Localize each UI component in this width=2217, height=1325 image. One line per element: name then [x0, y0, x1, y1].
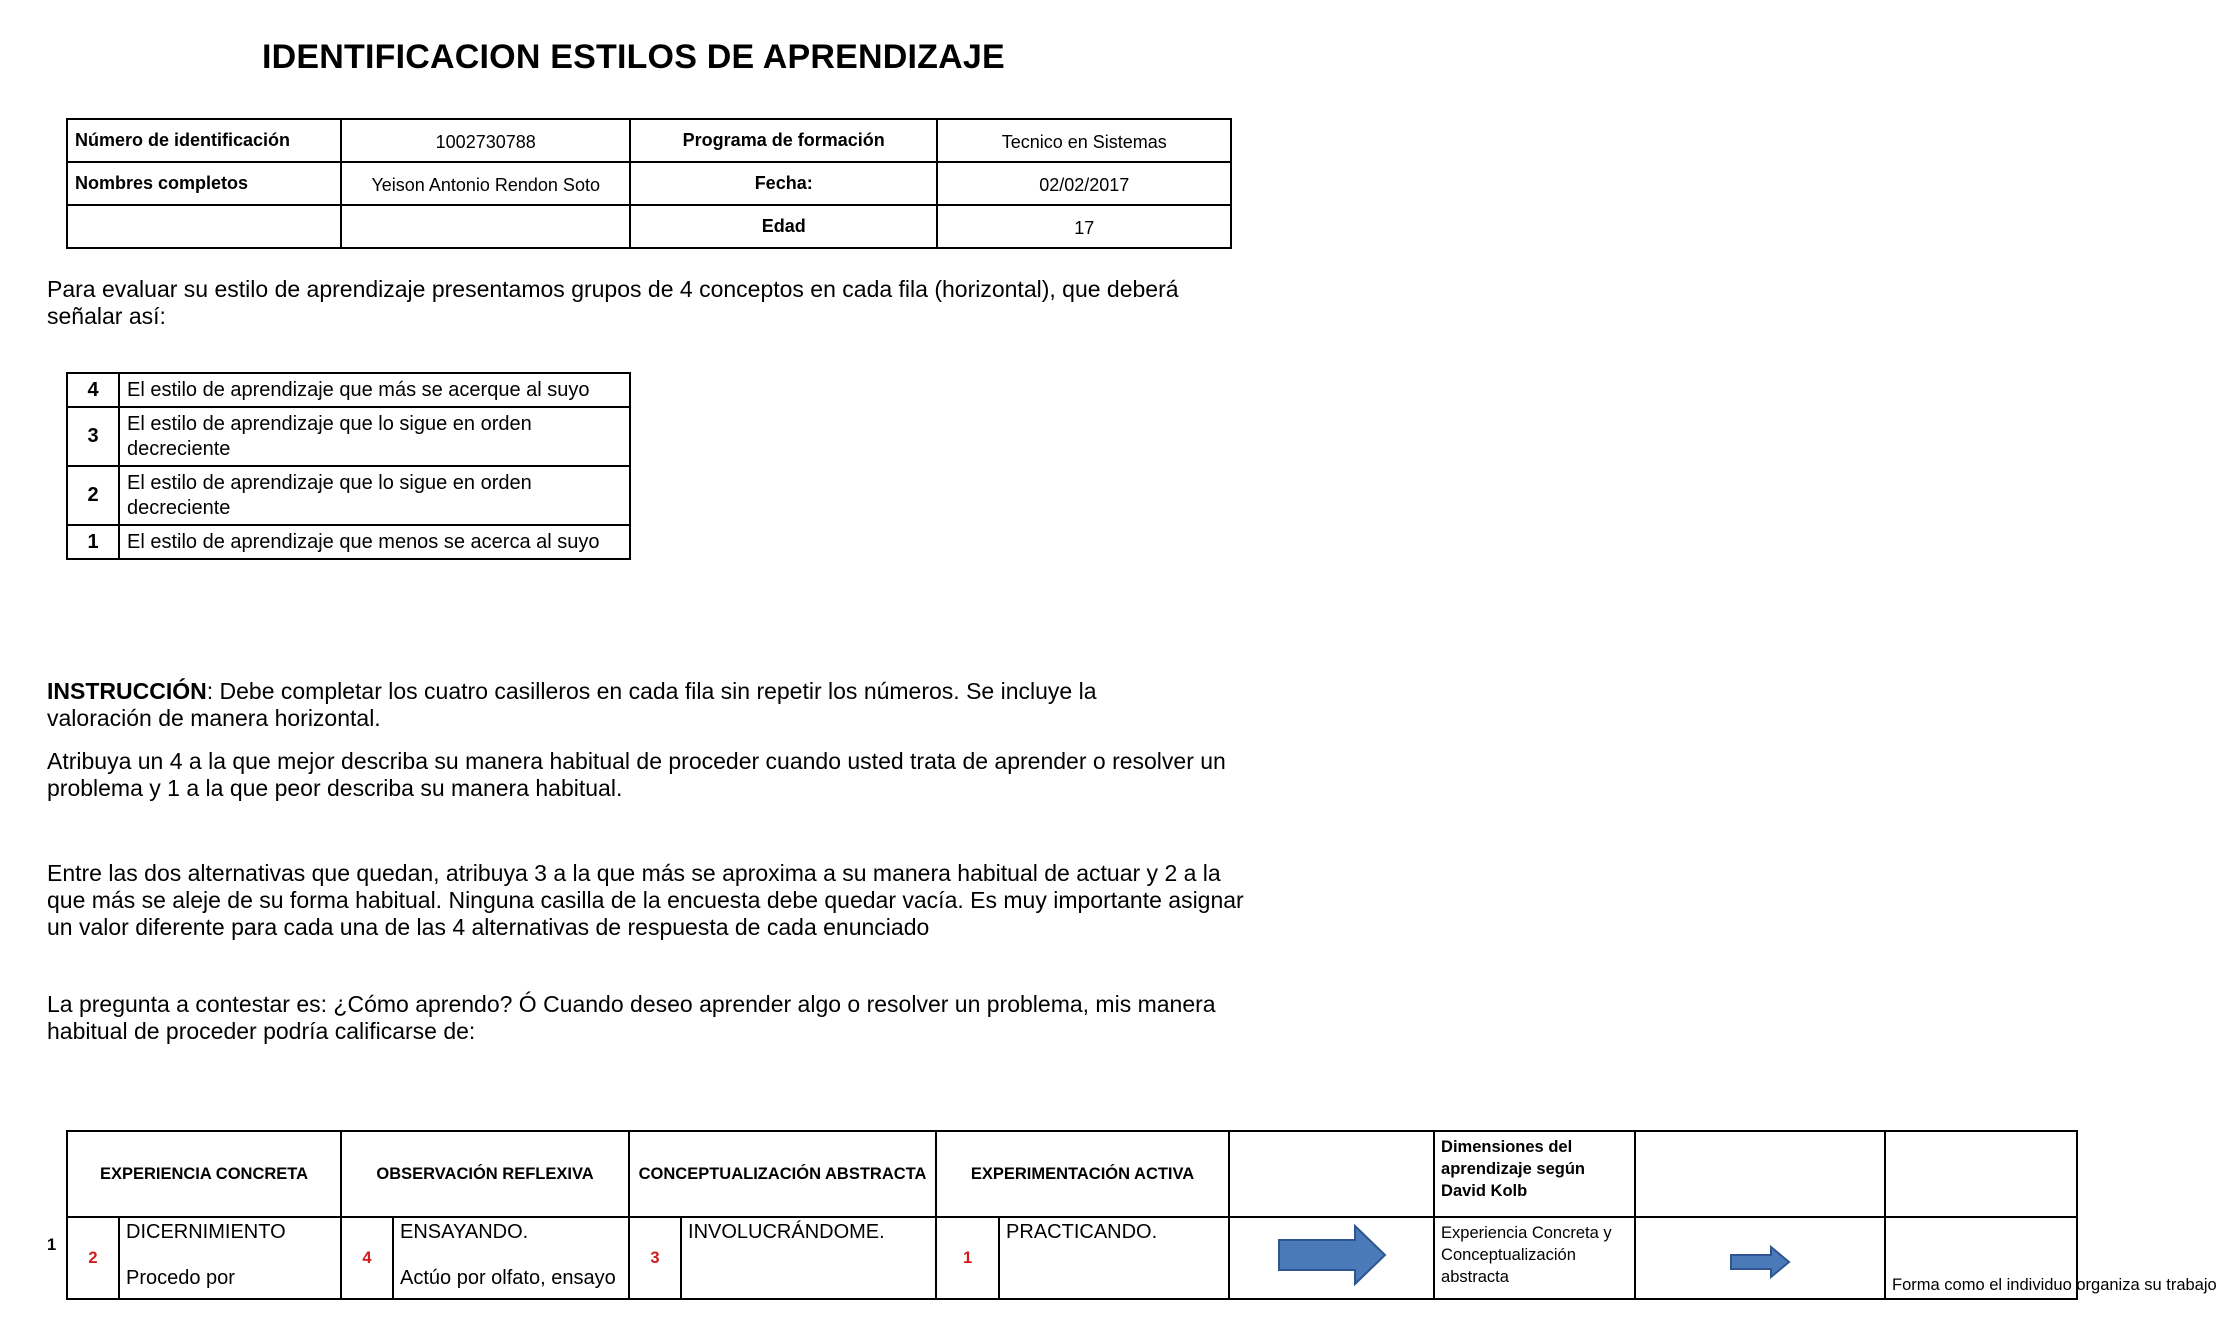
- header-conceptualizacion-abstracta: CONCEPTUALIZACIÓN ABSTRACTA: [629, 1131, 936, 1217]
- id-value[interactable]: 1002730788: [341, 119, 629, 162]
- header-observacion-reflexiva: OBSERVACIÓN REFLEXIVA: [341, 1131, 629, 1217]
- paragraph-2: Entre las dos alternativas que quedan, atribuya 3 a la que más se aproxima a su manera habitual de actuar y 2 a la que más se aleje de su forma habitual. Ninguna casilla de la encuesta debe quedar vacía. Es muy importante asignar un valor diferente para cada una de las 4 alternativas de respuesta de cada enunciado: [47, 860, 1244, 940]
- scale-row: [67, 525, 630, 559]
- date-value[interactable]: 02/02/2017: [937, 162, 1231, 205]
- score-cell[interactable]: 3: [629, 1217, 681, 1299]
- info-row: [67, 119, 1231, 162]
- scale-row: [67, 407, 630, 466]
- scale-number: 4: [67, 373, 119, 407]
- dimension-cell: Experiencia Concreta y Conceptualización abstracta: [1434, 1217, 1635, 1299]
- age-label: Edad: [630, 205, 938, 248]
- names-value[interactable]: Yeison Antonio Rendon Soto: [341, 162, 629, 205]
- item-cell: [119, 1217, 341, 1299]
- item-subtitle: Actúo por olfato, ensayo: [400, 1267, 616, 1289]
- scale-number: 2: [67, 466, 119, 525]
- instruction-text: [47, 678, 1177, 732]
- score-cell[interactable]: 2: [67, 1217, 119, 1299]
- arrow-cell: [1229, 1217, 1434, 1299]
- item-cell: [999, 1217, 1229, 1299]
- program-value[interactable]: Tecnico en Sistemas: [937, 119, 1231, 162]
- score-cell[interactable]: 1: [936, 1217, 999, 1299]
- item-cell: [681, 1217, 936, 1299]
- empty-cell[interactable]: [67, 205, 341, 248]
- score-cell[interactable]: 4: [341, 1217, 393, 1299]
- scale-text: El estilo de aprendizaje que menos se acerca al suyo: [119, 525, 630, 559]
- item-title: PRACTICANDO.: [1006, 1221, 1158, 1243]
- date-label: Fecha:: [630, 162, 938, 205]
- kolb-header-row: [67, 1131, 2077, 1217]
- info-table: [66, 118, 1232, 249]
- scale-text: El estilo de aprendizaje que lo sigue en orden decreciente: [119, 466, 630, 525]
- paragraph-3: La pregunta a contestar es: ¿Cómo aprendo? Ó Cuando deseo aprender algo o resolver un problema, mis manera habitual de proceder podría calificarse de:: [47, 991, 1216, 1044]
- description-cell: Forma como el individuo organiza su trabajo: [1885, 1217, 2077, 1299]
- item-title: DICERNIMIENTO: [126, 1221, 286, 1243]
- scale-number: 1: [67, 525, 119, 559]
- header-empty: [1229, 1131, 1434, 1217]
- info-row: [67, 205, 1231, 248]
- header-experimentacion-activa: EXPERIMENTACIÓN ACTIVA: [936, 1131, 1229, 1217]
- scale-row: [67, 373, 630, 407]
- item-cell: [393, 1217, 629, 1299]
- id-label: Número de identificación: [67, 119, 341, 162]
- right-arrow-icon: [1729, 1245, 1791, 1279]
- empty-cell[interactable]: [341, 205, 629, 248]
- header-empty: [1885, 1131, 2077, 1217]
- names-label: Nombres completos: [67, 162, 341, 205]
- scale-table: [66, 372, 631, 560]
- instruction-body: : Debe completar los cuatro casilleros en cada fila sin repetir los números. Se incluye la valoración de manera horizontal.: [47, 678, 1097, 731]
- right-arrow-icon: [1277, 1224, 1387, 1286]
- age-value[interactable]: 17: [937, 205, 1231, 248]
- info-row: [67, 162, 1231, 205]
- item-title: ENSAYANDO.: [400, 1221, 529, 1243]
- program-label: Programa de formación: [630, 119, 938, 162]
- header-empty: [1635, 1131, 1885, 1217]
- header-dimensiones: Dimensiones del aprendizaje según David Kolb: [1434, 1131, 1635, 1217]
- page-title: IDENTIFICACION ESTILOS DE APRENDIZAJE: [262, 38, 1005, 76]
- kolb-row: [67, 1217, 2077, 1299]
- scale-row: [67, 466, 630, 525]
- scale-text: El estilo de aprendizaje que lo sigue en orden decreciente: [119, 407, 630, 466]
- scale-number: 3: [67, 407, 119, 466]
- instruction-label: INSTRUCCIÓN: [47, 678, 207, 704]
- intro-text: Para evaluar su estilo de aprendizaje presentamos grupos de 4 conceptos en cada fila (horizontal), que deberá señalar así:: [47, 276, 1179, 329]
- arrow-cell: [1635, 1217, 1885, 1299]
- paragraph-1: Atribuya un 4 a la que mejor describa su manera habitual de proceder cuando usted trata de aprender o resolver un problema y 1 a la que peor describa su manera habitual.: [47, 748, 1226, 801]
- kolb-table: [66, 1130, 2217, 1300]
- header-experiencia-concreta: EXPERIENCIA CONCRETA: [67, 1131, 341, 1217]
- row-number: 1: [47, 1236, 57, 1254]
- item-title: INVOLUCRÁNDOME.: [688, 1221, 885, 1243]
- scale-text: El estilo de aprendizaje que más se acerque al suyo: [119, 373, 630, 407]
- item-subtitle: Procedo por: [126, 1267, 235, 1289]
